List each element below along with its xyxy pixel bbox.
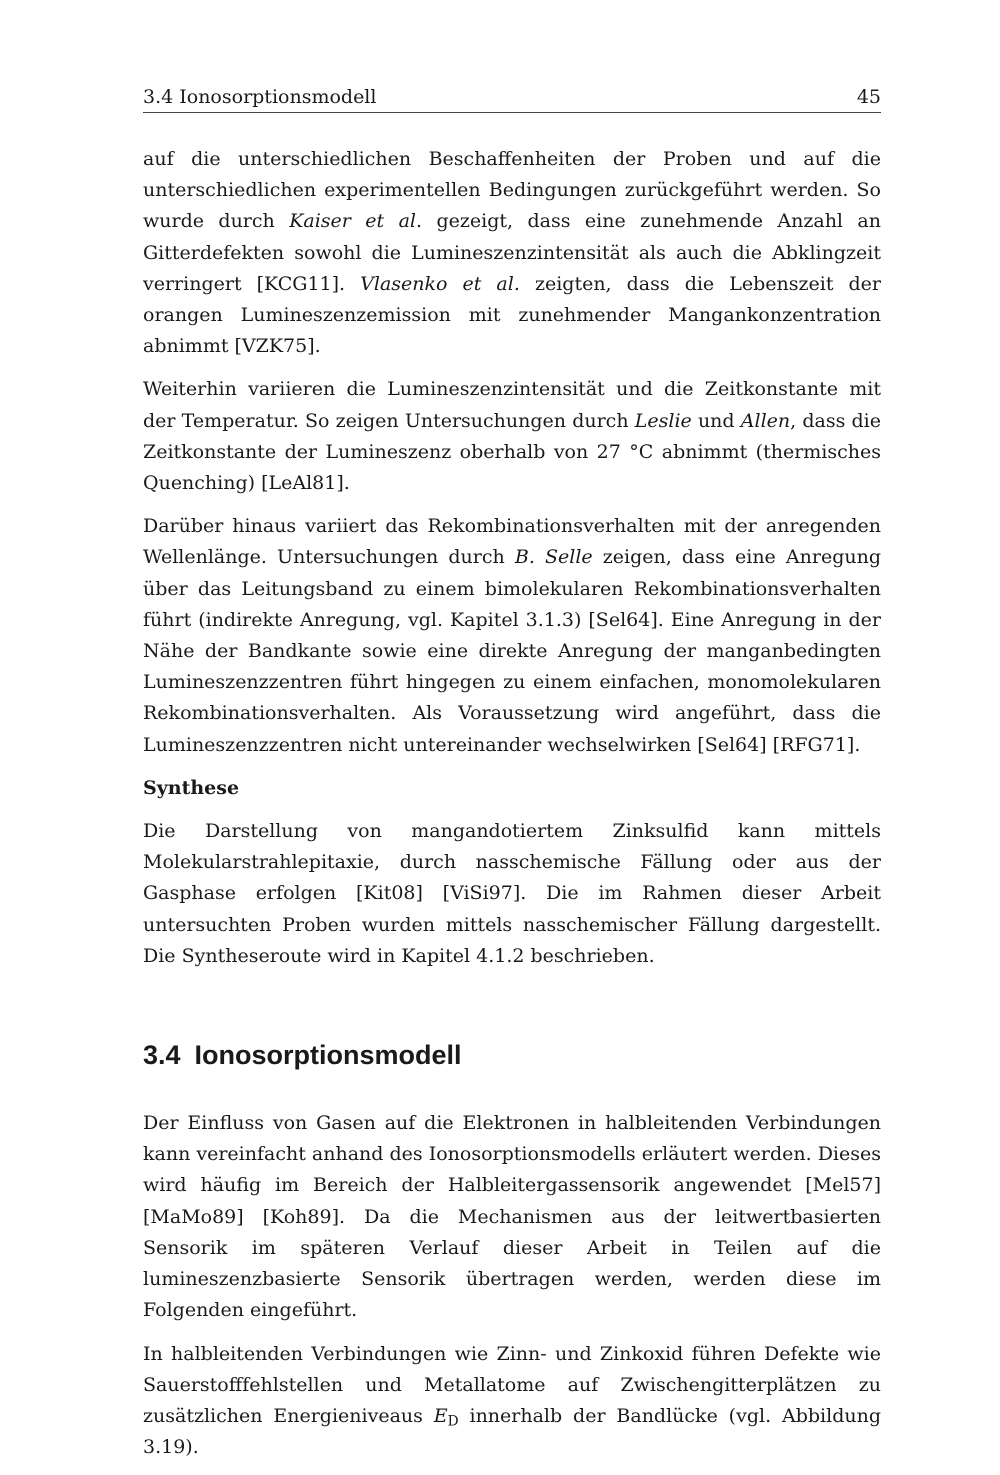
paragraph-ionosorption-intro: Der Einfluss von Gasen auf die Elektronen in halbleitenden Verbindungen kann vereinfacht anhand des Ionosorptionsmodells erläutert werden. Dieses wird häufig im Bereich der Halbleitergassensorik angewendet [Mel57] [MaMo89] [Koh89]. Da die Mechanismen aus der leitwertbasierten Sensorik im späteren Verlauf dieser Arbeit in Teilen auf die lumineszenzbasierte Sensorik übertragen werden, werden diese im Folgenden eingeführt. (143, 1112, 881, 1322)
text-run: . gezeigt, dass eine zunehmende Anzahl an Gitterdefekten sowohl die Lumineszenzintensität als auch die Abklingzeit verringert [KCG11]. (143, 210, 881, 295)
paragraph-defect-levels (143, 1339, 881, 1464)
page-number: 45 (856, 86, 881, 108)
citation-author: Kaiser et al (289, 210, 417, 233)
paragraph-luminescence-properties (143, 144, 881, 362)
energy-subscript: D (447, 1413, 459, 1430)
text-run: Weiterhin variieren die Lumineszenzintensität und die Zeitkonstante mit der Temperatur. So zeigen Untersuchungen durch (143, 378, 881, 432)
page-body (143, 144, 881, 1475)
subheading-synthese: Synthese (143, 776, 240, 799)
citation-author: Vlasenko et al. (360, 272, 520, 295)
text-run: In halbleitenden Verbindungen wie Zinn- und Zinkoxid führen Defekte wie Sauerstofffehlstellen und Metallatome auf Zwischengitterplätzen zu zusätzlichen Energieniveaus (143, 1342, 881, 1427)
text-run: auf die unterschiedlichen Beschaffenheiten der Proben und auf die unterschiedlichen experimentellen Bedingungen zurückgeführt werden. So wurde durch (143, 148, 881, 233)
paragraph-recombination-behaviour (143, 511, 881, 761)
text-run: Darüber hinaus variiert das Rekombinationsverhalten mit der anregenden Wellenlänge. Untersuchungen durch (143, 515, 881, 569)
running-header (143, 86, 881, 113)
citation-author: Leslie (634, 409, 692, 432)
citation-author: Allen (740, 409, 791, 432)
paragraph-temperature-dependence (143, 374, 881, 499)
text-run: innerhalb der Bandlücke (vgl. Abbildung 3.19). (143, 1404, 881, 1459)
text-run: zeigen, dass eine Anregung über das Leitungsband zu einem bimolekularen Rekombinationsverhalten führt (indirekte Anregung, vgl. Kapitel 3.1.3) [Sel64]. Eine Anregung in der Nähe der Bandkante sowie eine direkte Anregung der manganbedingten Lumineszenzzentren führt hingegen zu einem einfachen, monomolekularen Rekombinationsverhalten. Als Voraussetzung wird angeführt, dass die Lumineszenzzentren nicht untereinander wechselwirken [Sel64] [RFG71]. (143, 546, 881, 756)
text-run: und (691, 409, 741, 432)
section-heading (143, 1038, 881, 1072)
citation-author: B. Selle (514, 546, 593, 569)
section-number: 3.4 (143, 1040, 181, 1071)
section-title: Ionosorptionsmodell (194, 1040, 462, 1071)
running-title: 3.4 Ionosorptionsmodell (143, 86, 377, 108)
text-run: , dass die Zeitkonstante der Lumineszenz oberhalb von 27 °C abnimmt (thermisches Quenching) [LeAl81]. (143, 409, 881, 495)
text-run: zeigten, dass die Lebenszeit der orangen Lumineszenzemission mit zunehmender Mangankonzentration abnimmt [VZK75]. (143, 272, 881, 358)
paragraph-synthese: Die Darstellung von mangandotiertem Zinksulfid kann mittels Molekularstrahlepitaxie, durch nasschemische Fällung oder aus der Gasphase erfolgen [Kit08] [ViSi97]. Die im Rahmen dieser Arbeit untersuchten Proben wurden mittels nasschemischer Fällung dargestellt. Die Syntheseroute wird in Kapitel 4.1.2 beschrieben. (143, 820, 881, 967)
energy-symbol: E (433, 1404, 448, 1427)
